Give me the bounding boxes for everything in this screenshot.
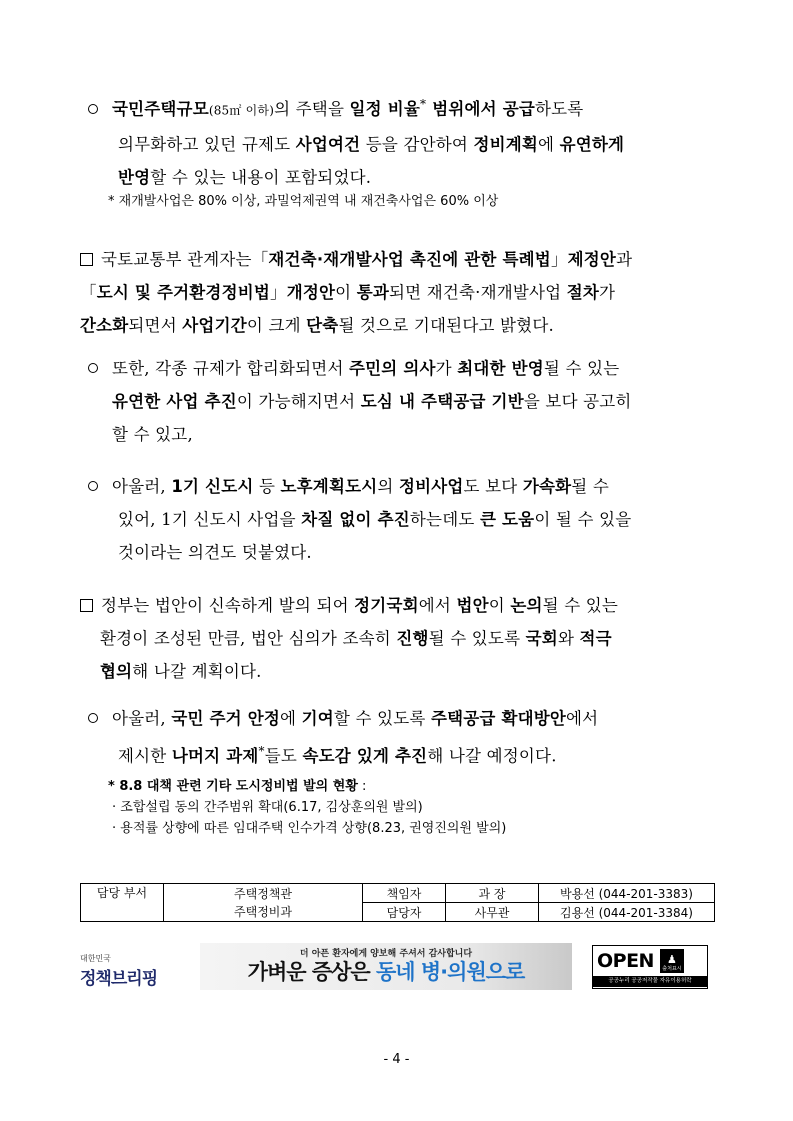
open-license-badge: OPEN ♟ 출처표시 공공누리 공공저작물 자유이용허락 <box>592 945 708 989</box>
person-icon: ♟ <box>667 953 677 966</box>
position-2: 사무관 <box>446 903 539 922</box>
role-1: 책임자 <box>363 884 446 903</box>
paragraph-4: 아울러, 1기 신도시 등 노후계획도시의 정비사업도 보다 가속화될 수 있어, 1기 신도시 사업을 차질 없이 추진하는데도 큰 도움이 될 수 있을 것이라는 의견도 덧붙였다. <box>88 470 631 569</box>
role-2: 담당자 <box>363 903 446 922</box>
circle-bullet-icon <box>88 481 98 491</box>
square-bullet-icon <box>80 253 93 266</box>
page-number: - 4 - <box>383 1052 410 1067</box>
circle-bullet-icon <box>88 363 98 373</box>
paragraph-6: 아울러, 국민 주거 안정에 기여할 수 있도록 주택공급 확대방안에서 제시한 나머지 과제*들도 속도감 있게 추진해 나갈 예정이다. <box>88 702 598 773</box>
dept-label: 담당 부서 <box>81 884 164 922</box>
paragraph-2: 국토교통부 관계자는「재건축·재개발사업 촉진에 관한 특례법」제정안과 「도시 및 주거환경정비법」개정안이 통과되면 재건축·재개발사업 절차가 간소화되면서 사업기간이 크게 단축될 것으로 기대된다고 밝혔다. <box>80 250 633 335</box>
attribution-badge: ♟ 출처표시 <box>660 949 684 973</box>
paragraph-3: 또한, 각종 규제가 합리화되면서 주민의 의사가 최대한 반영될 수 있는 유연한 사업 추진이 가능해지면서 도심 내 주택공급 기반을 보다 공고히 할 수 있고, <box>88 352 632 451</box>
position-1: 과 장 <box>446 884 539 903</box>
paragraph-1: 국민주택규모(85㎡ 이하)의 주택을 일정 비율* 범위에서 공급하도록 의무화하고 있던 규제도 사업여건 등을 감안하여 정비계획에 유연하게 반영할 수 있는 내용이 포함되었다. <box>88 88 624 194</box>
open-label: OPEN <box>597 950 654 972</box>
footnote-2: * 8.8 대책 관련 기타 도시정비법 발의 현황 : · 조합설립 동의 간주범위 확대(6.17, 김상훈의원 발의) · 용적률 상향에 따른 임대주택 인수가격 상향(8.23, 권영진의원 발의) <box>108 779 507 836</box>
circle-bullet-icon <box>88 713 98 723</box>
policy-briefing-logo: 대한민국 정책브리핑 <box>80 954 158 989</box>
square-bullet-icon <box>80 599 93 612</box>
person-1: 박용선 (044-201-3383) <box>539 884 715 903</box>
circle-bullet-icon <box>88 104 98 114</box>
clinic-ad-banner: 더 아픈 환자에게 양보해 주셔서 감사합니다 가벼운 증상은 동네 병·의원으로 <box>200 943 572 990</box>
contact-table <box>80 883 715 922</box>
paragraph-5: 정부는 법안이 신속하게 발의 되어 정기국회에서 법안이 논의될 수 있는 환경이 조성된 만큼, 법안 심의가 조속히 진행될 수 있도록 국회와 적극 협의해 나갈 계획이다. <box>80 589 618 688</box>
person-2: 김용선 (044-201-3384) <box>539 903 715 922</box>
dept-name-1: 주택정책관 <box>164 884 363 903</box>
footnote-1: * 재개발사업은 80% 이상, 과밀억제권역 내 재건축사업은 60% 이상 <box>108 194 499 209</box>
dept-name-2: 주택정비과 <box>164 903 363 922</box>
